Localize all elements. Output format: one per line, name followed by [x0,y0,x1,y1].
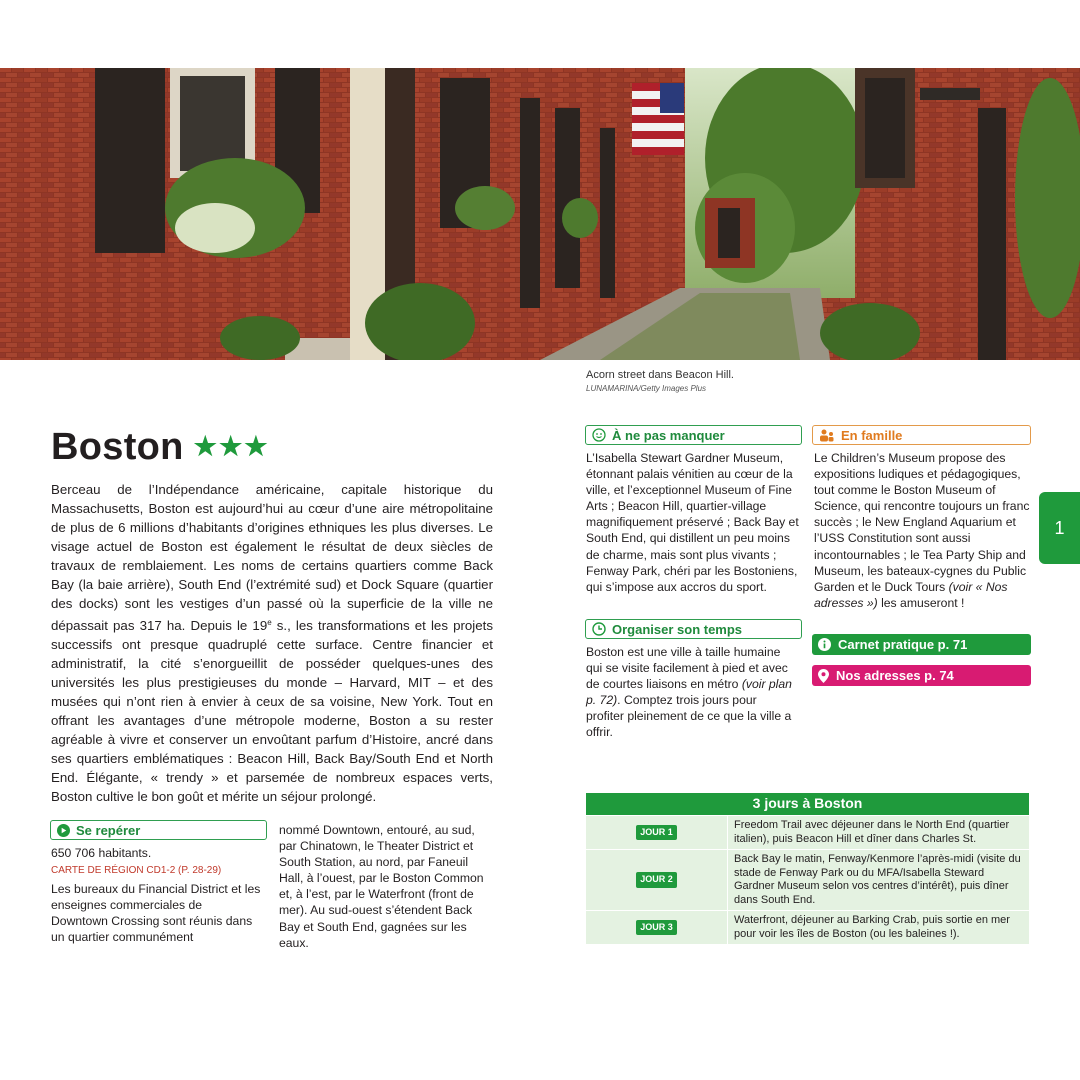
se-reperer-title: Se repérer [76,822,141,838]
se-reperer-header [50,820,267,840]
famille-text-italic: (voir « Nos adresses ») [814,579,1008,610]
en-famille-text [814,450,1032,611]
star-rating: ★★★ [193,431,270,461]
en-famille-header [812,425,1031,445]
smiley-icon [592,428,606,442]
table-row [586,849,1029,910]
location-pin-icon [818,669,829,683]
se-reperer-text-right: nommé Downtown, entouré, au sud, par Chinatown, le Theater District et South Station, au nord, par Faneuil Hall, à l’ouest, par le Boston Common et, à l’est, par le Waterfront (front de mer). Au sud-ouest s’étendent Back Bay et South End, gagnées sur les eaux. [279,823,484,950]
map-reference: CARTE DE RÉGION CD1-2 (P. 28-29) [51,865,222,877]
famille-text-a: Le Children’s Museum propose des expositions ludiques et pédagogiques, tout comme le Boston Museum of Science, qui rencontre toujours un franc succès ; le New England Aquarium et l’USS Constitution sont aussi incontournables ; le Tea Party Ship and Museum, les bateaux-cygnes du Public Garden et le Duck Tours [814,451,1030,594]
family-icon [819,429,835,442]
intro-paragraph [51,480,493,806]
organiser-title: Organiser son temps [612,621,743,637]
day-badge: JOUR 3 [636,920,677,936]
title-text: Boston [51,426,184,468]
organiser-header [585,619,802,639]
ne-pas-manquer-header [585,425,802,445]
carnet-pratique-label: Carnet pratique p. 71 [838,637,968,652]
se-reperer-text-left: Les bureaux du Financial District et les enseignes commerciales de Downtown Crossing sont réunis dans un quartier communément [51,882,261,945]
intro-part-2: s., les transformations et les projets successifs ont presque quadruplé cette surface. Centre financier et administratif, la cité s’enorgueillit de posséder quelques-unes des universités les plus prestigieuses du monde – Harvard, MIT – et des musées qui n’ont rien à envier à ceux de sa voisine, New York. Tout en offrant les avantages d’une métropole moderne, Boston a su rester agréable à vivre et conserver un envoûtant parfum d’Histoire, ancré dans ses quartiers emblématiques : Beacon Hill, Back Bay/South End et North End. Élégante, « trendy » et parsemée de nombreux espaces verts, Boston cultive le bon goût et mérite un séjour prolongé. [51,618,493,804]
se-reperer-left [51,845,261,946]
chapter-number: 1 [1054,517,1065,538]
itinerary-table [586,793,1029,944]
table-row [586,815,1029,849]
chapter-tab[interactable] [1039,492,1080,564]
day-cell [586,850,728,910]
nos-adresses-link[interactable] [812,665,1031,686]
carnet-pratique-link[interactable] [812,634,1031,655]
ne-pas-manquer-text: L’Isabella Stewart Gardner Museum, étonnant palais vénitien au cœur de la ville, et l’exceptionnel Museum of Fine Arts ; Beacon Hill, quartier-village magnifiquement préservé ; Back Bay et South End, qui distillent un peu moins de charme, mais sont plus vivants ; Fenway Park, chéri par les Bostoniens, qui s’impose aux accros du sport. [586,451,799,594]
clock-icon [592,622,606,636]
en-famille-title: En famille [841,427,903,443]
photo-caption [586,369,734,395]
itinerary-title: 3 jours à Boston [586,793,1029,815]
day-description: Back Bay le matin, Fenway/Kenmore l’après-midi (visite du stade de Fenway Park ou du MFA/Isabella Steward Gardner Museum selon vos centres d’intérêt), puis dîner dans South End. [734,853,1021,906]
famille-text-b: les amuseront ! [877,595,965,610]
hero-photo [0,68,1080,360]
day-cell [586,816,728,849]
organiser-text-a: Boston est une ville à taille humaine qui se visite facilement à pied et avec de courtes liaisons en métro [586,645,788,692]
organiser-text-b: . Comptez trois jours pour profiter pleinement de ce que la ville a offrir. [586,693,792,740]
table-row [586,910,1029,944]
nos-adresses-label: Nos adresses p. 74 [836,668,954,683]
day-description: Freedom Trail avec déjeuner dans le North End (quartier italien), puis Beacon Hill et dîner dans Charles St. [734,819,1010,845]
day-description: Waterfront, déjeuner au Barking Crab, puis sortie en mer pour voir les îles de Boston (ou les baleines !). [734,914,1010,940]
day-cell [586,911,728,944]
intro-part-1: Berceau de l’Indépendance américaine, capitale historique du Massachusetts, Boston est aujourd’hui au cœur d’une aire métropolitaine de plus de 6 millions d’habitants d’origines ethniques les plus diverses. Le visage actuel de Boston est également le résultat de deux siècles de travaux de remblaiement. Les noms de certains quartiers comme Back Bay (la baie arrière), South End (l’extrémité sud) et Dock Square (quartier des docks) sont les vestiges d’un passé où la superficie de la ville ne dépassait pas 317 ha. Depuis le 19 [51,482,493,633]
photo-credit: LUNAMARINA/Getty Images Plus [586,384,707,393]
population: 650 706 habitants. [51,846,152,860]
info-icon [818,638,831,651]
play-circle-icon [57,824,70,837]
organiser-text-italic: (voir plan p. 72) [586,677,792,708]
intro-superscript: e [267,618,272,627]
page-title [51,426,270,469]
day-badge: JOUR 1 [636,825,677,841]
day-badge: JOUR 2 [636,872,677,888]
caption-text: Acorn street dans Beacon Hill. [586,369,734,381]
organiser-text [586,644,798,741]
ne-pas-manquer-title: À ne pas manquer [612,427,725,443]
